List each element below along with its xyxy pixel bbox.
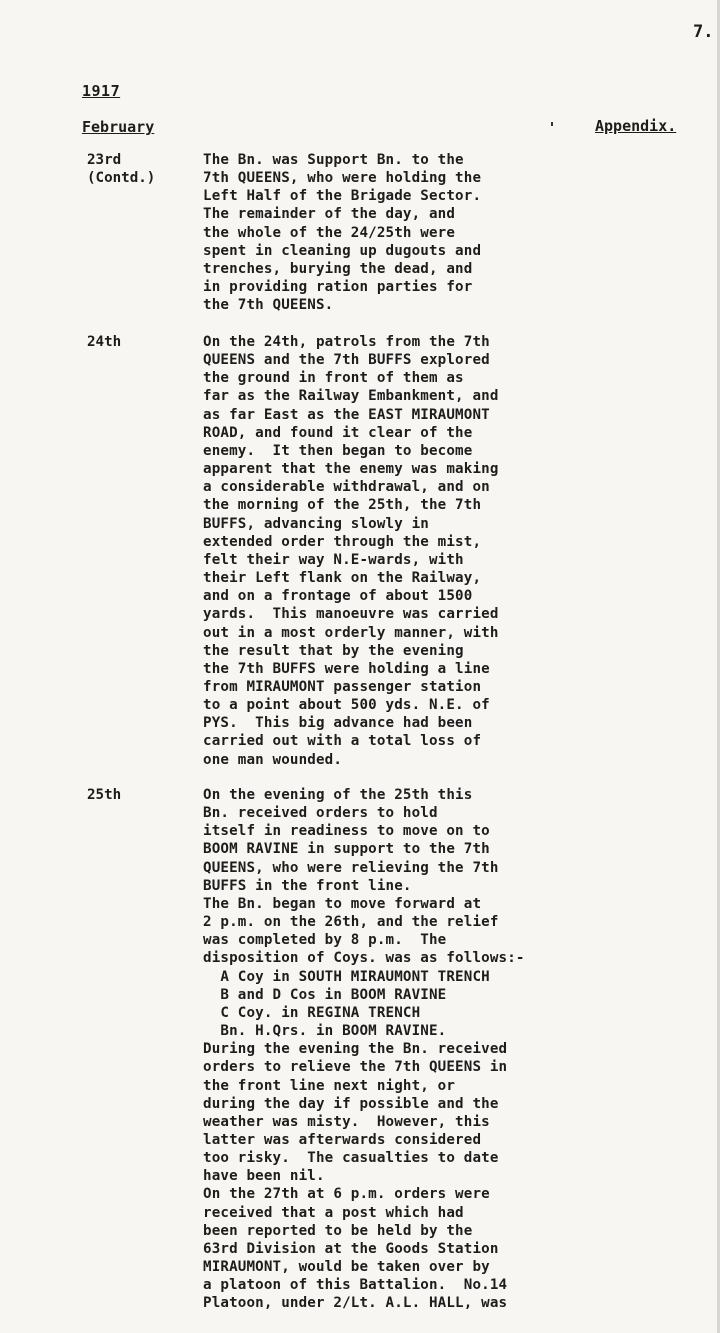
year-heading: 1917 [82,82,121,100]
entry-date-24th: 24th [87,334,122,350]
month-heading: February [82,118,155,136]
page-number: 7. [693,22,714,42]
entry-date-25th: 25th [87,787,122,803]
appendix-heading: Appendix. [595,117,677,135]
entry-date-23rd: 23rd (Contd.) [87,152,156,186]
entry-text-24th: On the 24th, patrols from the 7th QUEENS and the 7th BUFFS explored the ground in front of them as far as the Railway Embankment, and as far East as the EAST MIRAUMONT ROAD, and found it clear of the enemy. It then began to become apparent that the enemy was making a considerable withdrawal, and on the morning of the 25th, the 7th BUFFS, advancing slowly in extended order through the mist, felt their way N.E-wards, with their Left flank on the Railway, and on a frontage of about 1500 yards. This manoeuvre was carried out in a most orderly manner, with the result that by the evening the 7th BUFFS were holding a line from MIRAUMONT passenger station to a point about 500 yds. N.E. of PYS. This big advance had been carried out with a total loss of one man wounded. [203,334,499,768]
ink-speck [551,122,553,126]
entry-text-23rd: The Bn. was Support Bn. to the 7th QUEENS, who were holding the Left Half of the Brigade Sector. The remainder of the day, and the whole of the 24/25th were spent in cleaning up dugouts and trenches, burying the dead, and in providing ration parties for the 7th QUEENS. [203,152,482,314]
entry-text-25th: On the evening of the 25th this Bn. received orders to hold itself in readiness to move on to BOOM RAVINE in support to the 7th QUEENS, who were relieving the 7th BUFFS in the front line. The Bn. began to move forward at 2 p.m. on the 26th, and the relief was completed by 8 p.m. The disposition of Coys. was as follows:- A Coy in SOUTH MIRAUMONT TRENCH B and D Cos in BOOM RAVINE C Coy. in REGINA TRENCH Bn. H.Qrs. in BOOM RAVINE. During the evening the Bn. received orders to relieve the 7th QUEENS in the front line next night, or during the day if possible and the weather was misty. However, this latter was afterwards considered too risky. The casualties to date have been nil. On the 27th at 6 p.m. orders were received that a post which had been reported to be held by the 63rd Division at the Goods Station MIRAUMONT, would be taken over by a platoon of this Battalion. No.14 Platoon, under 2/Lt. A.L. HALL, was [203,787,525,1312]
